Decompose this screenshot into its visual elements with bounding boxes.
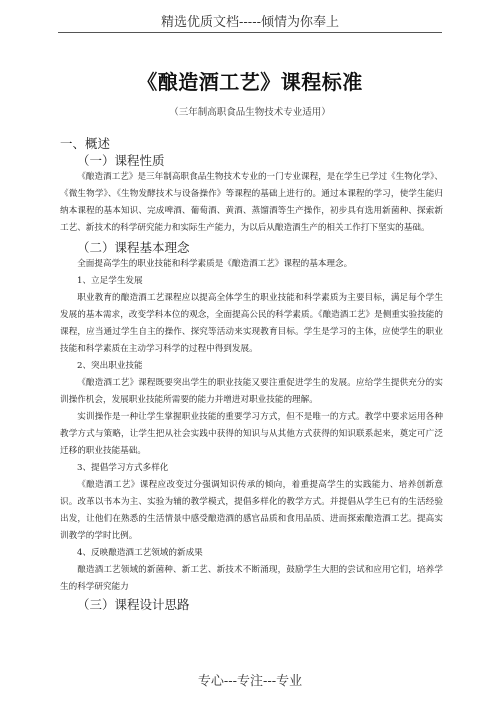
page-footer: 专心---专注---专业 — [197, 674, 303, 689]
document-subtitle: （三年制高职食品生物技术专业适用） — [169, 107, 331, 118]
document-body — [60, 132, 443, 613]
list-item-vocational-skills: 2、突出职业技能 — [77, 361, 143, 371]
subsection-heading-design-approach: （三）课程设计思路 — [77, 597, 190, 612]
paragraph-course-nature: 《酿造酒工艺》是三年制高职食品生物技术专业的一门专业课程，是在学生已学过《生物化学》、《微生物学》、《生物发酵技术与设备操作》等课程的基础上进行的。通过本课程的学习，使学生能归纳本课程的基本知识、完成啤酒、葡萄酒、黄酒、蒸馏酒等生产操作，初步具有选用新菌种、探索新工艺、新技术的科学研究能力和实际生产能力，为以后从酿造酒生产的相关工作打下坚实的基础。 — [60, 172, 443, 233]
section-heading-overview: 一、概述 — [60, 136, 111, 151]
paragraph-vocational-skills-1: 《酿造酒工艺》课程既要突出学生的职业技能又要注重促进学生的发展。应给学生提供充分的实训操作机会，发展职业技能所需要的能力并增进对职业技能的理解。 — [60, 378, 443, 405]
paragraph-new-achievements: 酿造酒工艺领域的新菌种、新工艺、新技术不断涌现，鼓励学生大胆的尝试和应用它们，培养学生的科学研究能力 — [60, 565, 443, 592]
list-item-learning-methods: 3、提倡学习方式多样化 — [77, 463, 169, 473]
list-item-student-development: 1、立足学生发展 — [77, 276, 143, 286]
document-title: 《酿造酒工艺》课程标准 — [137, 70, 363, 94]
page-header: 精选优质文档-----倾情为你奉上 — [161, 15, 339, 30]
subsection-heading-course-nature: （一）课程性质 — [77, 153, 165, 168]
paragraph-basic-philosophy: 全面提高学生的职业技能和科学素质是《酿造酒工艺》课程的基本理念。 — [77, 259, 353, 269]
subsection-heading-basic-philosophy: （二）课程基本理念 — [77, 240, 190, 255]
paragraph-learning-methods: 《酿造酒工艺》课程应改变过分强调知识传承的倾向，着重提高学生的实践能力、培养创新意识。改革以书本为主、实验为辅的教学模式，提倡多样化的教学方式。并提倡从学生已有的生活经验出发，让他们在熟悉的生活情景中感受酿造酒的感官品质和食用品质、进而探索酿造酒工艺。提高实训教学的学时比例。 — [60, 480, 443, 541]
paragraph-student-development: 职业教育的酿造酒工艺课程应以提高全体学生的职业技能和科学素质为主要目标，满足每个学生发展的基本需求，改变学科本位的观念，全面提高公民的科学素质。《酿造酒工艺》是侧重实验技能的课程，应当通过学生自主的操作、探究等活动来实现教育目标。学生是学习的主体，应使学生的职业技能和科学素质在主动学习科学的过程中得到发展。 — [60, 293, 443, 354]
header-divider — [58, 32, 442, 33]
list-item-new-achievements: 4、反映酿造酒工艺领域的新成果 — [77, 548, 203, 558]
paragraph-vocational-skills-2: 实训操作是一种让学生掌握职业技能的重要学习方式，但不是唯一的方式。教学中要求运用各种教学方式与策略，让学生把从社会实践中获得的知识与从其他方式获得的知识联系起来，奠定可广泛迁移的职业技能基础。 — [60, 412, 443, 456]
